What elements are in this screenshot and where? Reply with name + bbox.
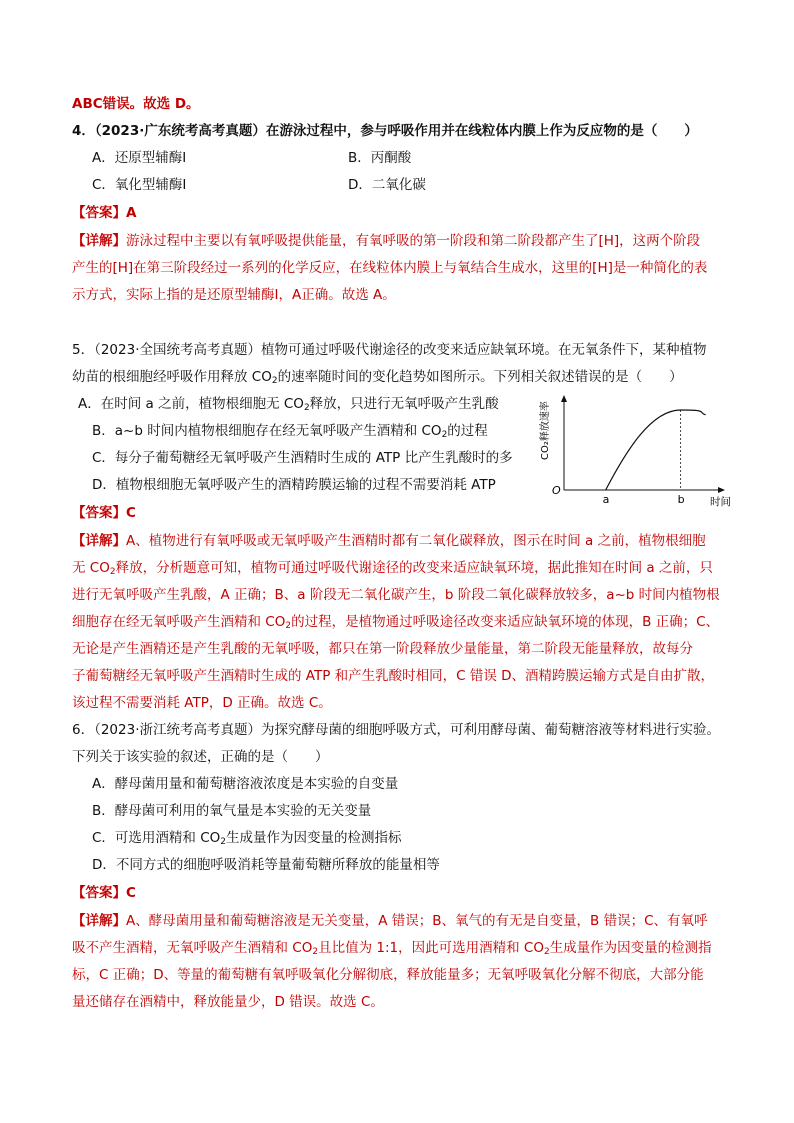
x-tick-b: b — [677, 493, 685, 506]
q6-stem-line-2: 下列关于该实验的叙述，正确的是（ ） — [72, 749, 329, 765]
q6-explanation-line-2: 吸不产生酒精，无氧呼吸产生酒精和 $CO_2$且比值为 1:1，因此可选用酒精和 $CO_2$生成量作为因变量的检测指 — [72, 940, 712, 957]
q6-explanation-line-3: 标，C 正确；D、等量的葡萄糖有氧呼吸氧化分解彻底，释放能量多；无氧呼吸氧化分解不彻底，大部分能 — [72, 967, 704, 983]
q6-explanation-line-4: 量还储存在酒精中，释放能量少，D 错误。故选 C。 — [72, 994, 384, 1010]
q4-option-b: B．丙酮酸 — [348, 150, 412, 166]
q5-stem-line-2: 幼苗的根细胞经呼吸作用释放 $CO_2$的速率随时间的变化趋势如图所示。下列相关叙述错误的是（ ） — [72, 369, 683, 386]
q5-option-c: C．每分子葡萄糖经无氧呼吸产生酒精时生成的 ATP 比产生乳酸时的多 — [92, 450, 513, 466]
q5-explanation-line-5: 无论是产生酒精还是产生乳酸的无氧呼吸，都只在第一阶段释放少量能量，第二阶段无能量释放，故每分 — [72, 641, 693, 657]
q5-explanation-line-6: 子葡萄糖经无氧呼吸产生酒精时生成的 ATP 和产生乳酸时相同，C 错误 D、酒精跨膜运输方式是自由扩散， — [72, 668, 715, 684]
x-axis-arrow — [718, 487, 725, 493]
q6-explanation-line-1: 【详解】A、酵母菌用量和葡萄糖溶液是无关变量，A 错误；B、氧气的有无是自变量，B 错误；C、有氧呼 — [72, 913, 708, 929]
q5-explanation-line-1: 【详解】A、植物进行有氧呼吸或无氧呼吸产生酒精时都有二氧化碳释放，图示在时间 a 之前，植物根细胞 — [72, 533, 706, 549]
q4-stem: 4．（2023·广东统考高考真题）在游泳过程中，参与呼吸作用并在线粒体内膜上作为反应物的是（ ） — [72, 123, 698, 139]
co2-release-rate-chart — [536, 392, 731, 512]
q4-option-c: C．氧化型辅酶Ⅰ — [92, 177, 187, 193]
co2-rate-curve — [606, 410, 706, 490]
q4-explanation-line-3: 示方式，实际上指的是还原型辅酶Ⅰ，A正确。故选 A。 — [72, 287, 396, 303]
origin-label: O — [552, 484, 561, 497]
q5-option-d: D．植物根细胞无氧呼吸产生的酒精跨膜运输的过程不需要消耗 ATP — [92, 477, 496, 493]
q5-explanation-line-4: 细胞存在经无氧呼吸产生酒精和 $CO_2$的过程，是植物通过呼吸途径改变来适应缺氧环境的体现，B 正确；C、 — [72, 614, 720, 631]
q6-option-d: D．不同方式的细胞呼吸消耗等量葡萄糖所释放的能量相等 — [92, 857, 440, 873]
q5-explanation-line-3: 进行无氧呼吸产生乳酸，A 正确；B、a 阶段无二氧化碳产生，b 阶段二氧化碳释放较多，a~b 时间内植物根 — [72, 587, 720, 603]
q5-explanation-line-2: 无 $CO_2$释放，分析题意可知，植物可通过呼吸代谢途径的改变来适应缺氧环境，据此推知在时间 a 之前，只 — [72, 560, 713, 577]
x-axis-label: 时间 — [710, 496, 731, 508]
x-tick-a: a — [602, 493, 610, 506]
q5-explanation-line-7: 该过程不需要消耗 ATP，D 正确。故选 C。 — [72, 695, 332, 711]
q5-option-b: B．a~b 时间内植物根细胞存在经无氧呼吸产生酒精和 $CO_2$的过程 — [92, 423, 488, 440]
q6-stem-line-1: 6．（2023·浙江统考高考真题）为探究酵母菌的细胞呼吸方式，可利用酵母菌、葡萄糖溶液等材料进行实验。 — [72, 722, 720, 738]
q6-answer: 【答案】C — [72, 885, 136, 901]
q6-option-c: C．可选用酒精和 $CO_2$生成量作为因变量的检测指标 — [92, 830, 402, 847]
q4-option-a: A．还原型辅酶Ⅰ — [92, 150, 187, 166]
q6-option-b: B．酵母菌可利用的氧气量是本实验的无关变量 — [92, 803, 372, 819]
q4-answer: 【答案】A — [72, 205, 137, 221]
q4-option-d: D．二氧化碳 — [348, 177, 426, 193]
q4-explanation-line-1: 【详解】游泳过程中主要以有氧呼吸提供能量，有氧呼吸的第一阶段和第二阶段都产生了[H]，这两个阶段 — [72, 233, 701, 249]
q5-option-a: A．在时间 a 之前，植物根细胞无 $CO_2$释放，只进行无氧呼吸产生乳酸 — [78, 396, 499, 413]
previous-answer-tail: ABC错误。故选 D。 — [72, 96, 200, 112]
q4-explanation-line-2: 产生的[H]在第三阶段经过一系列的化学反应，在线粒体内膜上与氧结合生成水，这里的[H]是一种简化的表 — [72, 260, 708, 276]
q6-option-a: A．酵母菌用量和葡萄糖溶液浓度是本实验的自变量 — [92, 776, 399, 792]
y-axis-label: CO₂释放速率 — [540, 401, 551, 460]
y-axis-arrow — [561, 395, 567, 402]
q5-answer: 【答案】C — [72, 505, 136, 521]
q5-stem-line-1: 5．（2023·全国统考高考真题）植物可通过呼吸代谢途径的改变来适应缺氧环境。在无氧条件下，某种植物 — [72, 342, 707, 358]
